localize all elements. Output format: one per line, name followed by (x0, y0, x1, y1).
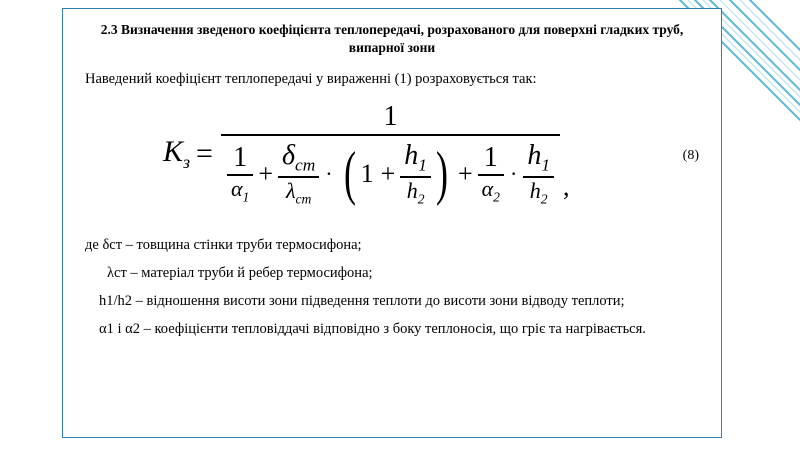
legend-item: h1/h2 – відношення висоти зони підведення теплоти до висоти зони відводу теплоти; (99, 293, 625, 310)
multiplication-dot-2: · (509, 160, 518, 186)
term2-delta: δ (282, 140, 296, 172)
right-parenthesis: ) (435, 140, 448, 207)
inner-h2-subscript: 2 (417, 191, 425, 207)
main-numerator: 1 (383, 101, 398, 133)
term1-numerator: 1 (233, 142, 248, 174)
term3-numerator: 1 (483, 142, 498, 174)
term4-denominator (526, 178, 552, 207)
term2-lambda: λ (285, 178, 296, 204)
term2-numerator (278, 140, 319, 176)
main-denominator (221, 136, 560, 208)
inner-h1: h (404, 140, 419, 172)
term4-h1-subscript: 1 (541, 156, 550, 176)
term3-fraction (478, 142, 504, 205)
formula-lhs-subscript: з (183, 152, 191, 173)
term4-h2-subscript: 2 (540, 191, 548, 207)
inner-ratio-fraction (400, 140, 431, 207)
inner-plus-operator: + (380, 158, 396, 188)
formula-lhs (163, 135, 194, 173)
term2-fraction (278, 140, 319, 207)
main-fraction (221, 100, 560, 208)
term2-denominator (282, 178, 315, 207)
term4-h1: h (527, 140, 542, 172)
formula-expression (163, 100, 570, 208)
term1-denominator (227, 176, 253, 205)
formula-lhs-symbol: K (163, 135, 184, 169)
term4-h2: h (529, 178, 541, 204)
plus-operator-1: + (258, 158, 274, 188)
term1-alpha: α (230, 176, 243, 202)
legend-item: де δст – товщина стінки труби термосифона; (85, 237, 362, 254)
plus-operator-2: + (457, 158, 473, 188)
page-title: 2.3 Визначення зведеного коефіцієнта теплопередачі, розрахованого для поверхні гладких труб, випарної зони (100, 22, 684, 56)
inner-ratio-denominator (403, 178, 429, 207)
term4-fraction (523, 140, 554, 207)
equation-number: (8) (682, 148, 699, 164)
multiplication-dot-1: · (325, 160, 333, 186)
term2-delta-subscript: ст (295, 156, 316, 176)
term3-alpha-subscript: 2 (493, 189, 500, 205)
term3-denominator (478, 176, 504, 205)
term1-fraction (227, 142, 253, 205)
slide-content-frame (62, 8, 722, 438)
term1-alpha-subscript: 1 (242, 189, 250, 205)
inner-one: 1 (360, 158, 374, 188)
term4-numerator (523, 140, 554, 176)
term2-lambda-subscript: ст (295, 191, 312, 207)
intro-text: Наведений коефіцієнт теплопередачі у вираженні (1) розраховується так: (85, 71, 537, 88)
inner-h2: h (406, 178, 418, 204)
formula-trailing-comma: , (563, 172, 570, 202)
legend-item: α1 і α2 – коефіцієнти тепловіддачі відповідно з боку теплоносія, що гріє та нагрівається. (99, 320, 646, 337)
equals-sign: = (196, 137, 213, 171)
left-parenthesis: ( (343, 140, 356, 207)
formula-block (63, 100, 721, 230)
legend-item: λст – матеріал труби й ребер термосифона; (107, 265, 373, 282)
term3-alpha: α (481, 176, 494, 202)
inner-h1-subscript: 1 (418, 156, 427, 176)
legend-list (85, 236, 721, 338)
inner-ratio-numerator (400, 140, 431, 176)
